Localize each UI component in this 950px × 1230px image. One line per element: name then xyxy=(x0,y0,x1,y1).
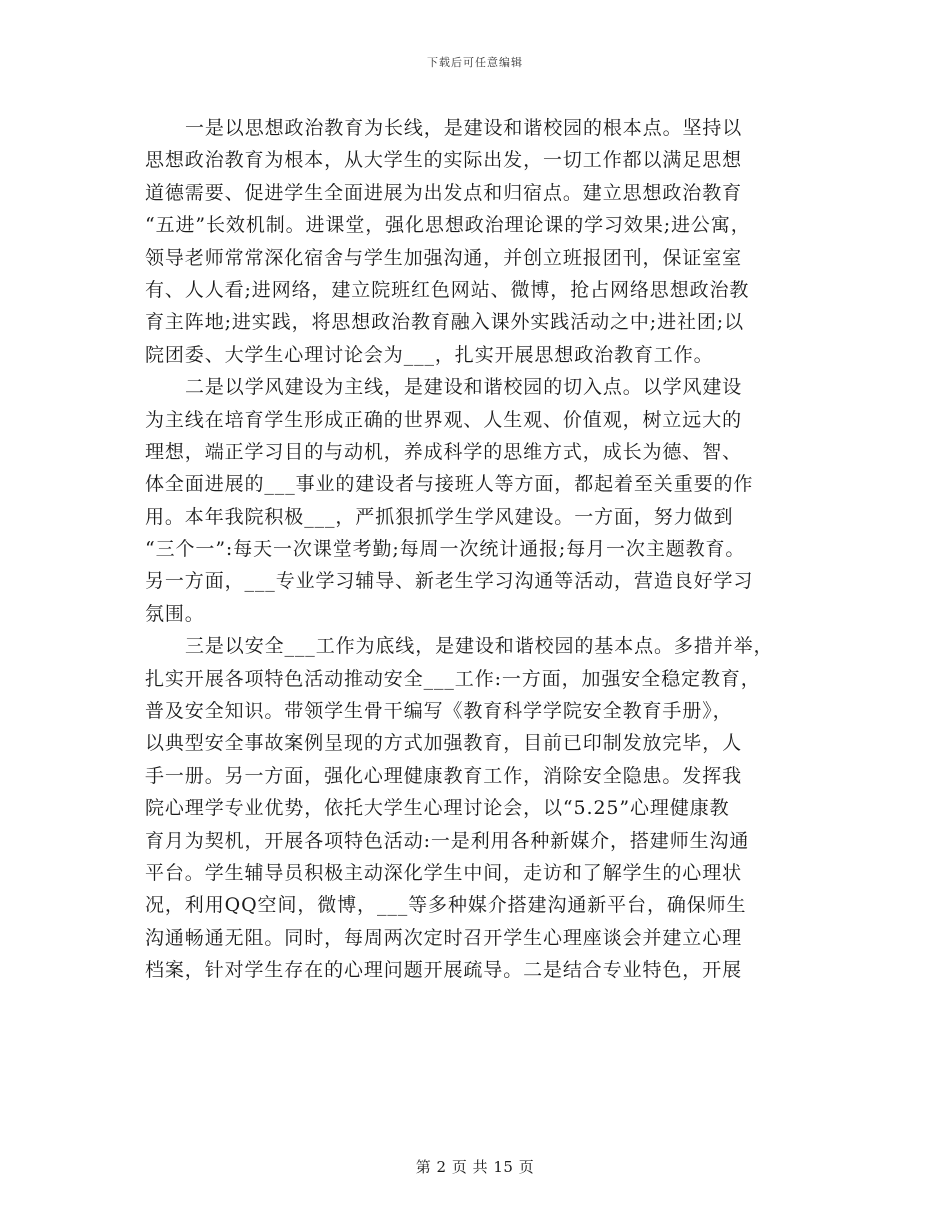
paragraph-line: 院心理学专业优势，依托大学生心理讨论会，以“5.25”心理健康教 xyxy=(145,797,730,820)
paragraph-line: 三是以安全___工作为底线，是建设和谐校园的基本点。多措并举， xyxy=(185,635,774,658)
paragraph-line: 以典型安全事故案例呈现的方式加强教育，目前已印制发放完毕，人 xyxy=(145,732,743,755)
paragraph-line: “三个一”:每天一次课堂考勤;每周一次统计通报;每月一次主题教育。 xyxy=(145,538,746,561)
paragraph-line: 领导老师常常深化宿舍与学生加强沟通，并创立班报团刊，保证室室 xyxy=(145,246,743,269)
paragraph-line: 育月为契机，开展各项特色活动:一是利用各种新媒介，搭建师生沟通 xyxy=(145,829,750,852)
paragraph-line: 体全面进展的___事业的建设者与接班人等方面，都起着至关重要的作 xyxy=(145,473,754,496)
paragraph-line: 平台。学生辅导员积极主动深化学生中间，走访和了解学生的心理状 xyxy=(145,861,743,884)
paragraph-line: 沟通畅通无阻。同时，每周两次定时召开学生心理座谈会并建立心理 xyxy=(145,926,743,949)
paragraph-line: 为主线在培育学生形成正确的世界观、人生观、价值观，树立远大的 xyxy=(145,408,743,431)
paragraph-line: 一是以思想政治教育为长线，是建设和谐校园的根本点。坚持以 xyxy=(185,117,743,139)
paragraph-line: 扎实开展各项特色活动推动安全___工作:一方面，加强安全稳定教育， xyxy=(145,667,761,690)
paragraph-line: 有、人人看;进网络，建立院班红色网站、微博，抢占网络思想政治教 xyxy=(145,278,750,301)
paragraph-line: 手一册。另一方面，强化心理健康教育工作，消除安全隐患。发挥我 xyxy=(145,764,743,787)
paragraph-line: “五进”长效机制。进课堂，强化思想政治理论课的学习效果;进公寓， xyxy=(145,214,751,237)
document-body xyxy=(145,112,797,987)
page-header: 下载后可任意编辑 xyxy=(427,56,523,69)
paragraph-line: 况，利用QQ空间，微博，___等多种媒介搭建沟通新平台，确保师生 xyxy=(145,894,747,917)
paragraph-line: 普及安全知识。带领学生骨干编写《教育科学学院安全教育手册》， xyxy=(145,700,733,723)
paragraph-line: 氛围。 xyxy=(145,602,205,625)
paragraph-line: 思想政治教育为根本，从大学生的实际出发，一切工作都以满足思想 xyxy=(145,149,743,172)
paragraph-line: 二是以学风建设为主线，是建设和谐校园的切入点。以学风建设 xyxy=(185,376,743,399)
paragraph-line: 理想，端正学习目的与动机，养成科学的思维方式，成长为德、智、 xyxy=(145,440,743,463)
paragraph-line: 用。本年我院积极___，严抓狠抓学生学风建设。一方面，努力做到 xyxy=(145,505,734,528)
paragraph-line: 档案，针对学生存在的心理问题开展疏导。二是结合专业特色，开展 xyxy=(145,959,743,982)
page-number-footer: 第 2 页 共 15 页 xyxy=(415,1158,535,1176)
paragraph-line: 另一方面，___专业学习辅导、新老生学习沟通等活动，营造良好学习 xyxy=(145,570,754,593)
paragraph-line: 育主阵地;进实践，将思想政治教育融入课外实践活动之中;进社团;以 xyxy=(145,311,745,334)
paragraph-line: 院团委、大学生心理讨论会为___，扎实开展思想政治教育工作。 xyxy=(145,343,714,366)
paragraph-line: 道德需要、促进学生全面进展为出发点和归宿点。建立思想政治教育 xyxy=(145,181,743,204)
